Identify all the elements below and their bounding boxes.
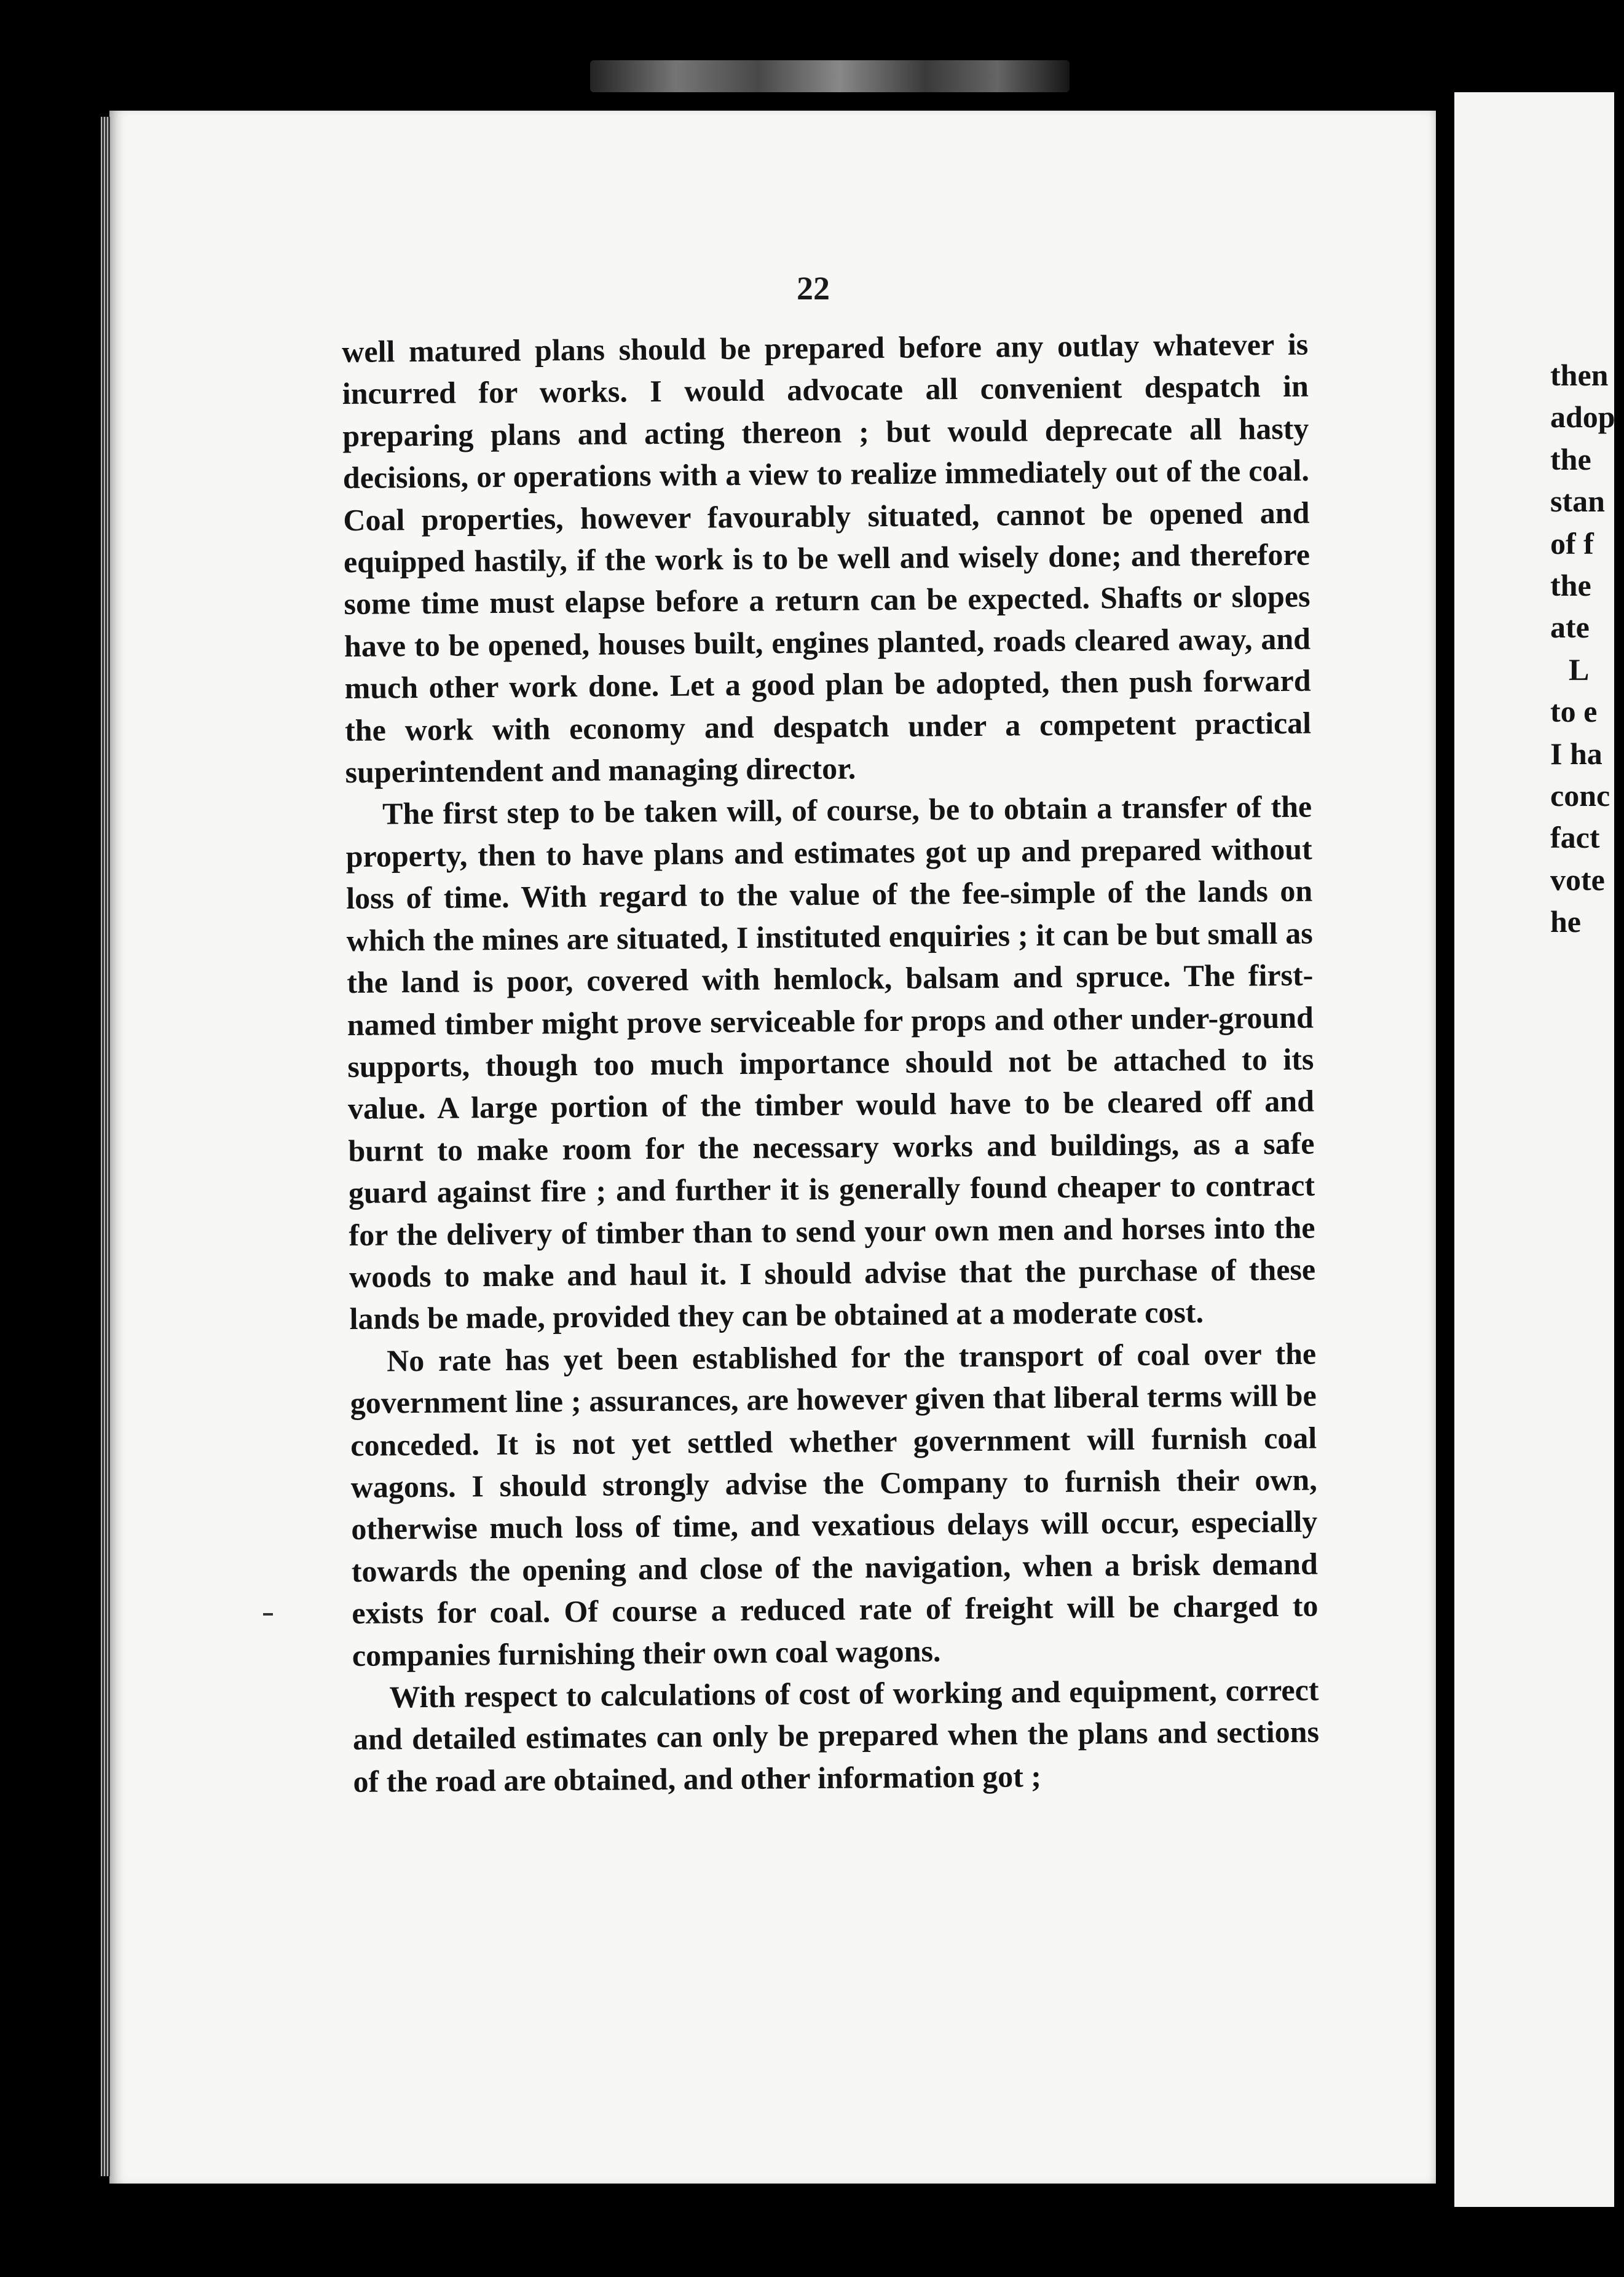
facing-line-3: the bbox=[1550, 441, 1591, 476]
facing-line-7: ate bbox=[1550, 610, 1590, 645]
paragraph-2: The first step to be taken will, of course, be to obtain a transfer of the property, then to have plans and estimates got up and prepared without loss of time. With regard to the value of the fee-simple of the lands on which the mines are situated, I instituted enquiries ; it can be but small as the land is poor, covered with hemlock, balsam and spruce. The first-named timber might prove serviceable for props and other under-ground supports, though too much importance should not be attached to its value. A large portion of the timber would have to be cleared off and burnt to make room for the necessary works and buildings, as a safe guard against fire ; and further it is generally found cheaper to contract for the delivery of timber than to send your own men and horses into the woods to make and haul it. I should advise that the purchase of these lands be made, provided they can be obtained at a moderate cost. bbox=[345, 789, 1316, 1336]
facing-line-11: conc bbox=[1550, 778, 1610, 813]
binding-smudge bbox=[590, 60, 1070, 92]
facing-line-10: I ha bbox=[1550, 736, 1602, 771]
facing-line-12: fact bbox=[1550, 820, 1600, 855]
facing-line-5: of f bbox=[1550, 526, 1594, 561]
facing-line-8: L bbox=[1569, 652, 1590, 687]
paragraph-3: No rate has yet been established for the transport of coal over the government line ; assurances, are however given that liberal terms will be conceded. It is not yet settled whether government will furnish coal wagons. I should strongly advise the Company to furnish their own, otherwise much loss of time, and vexatious delays will occur, especially towards the opening and close of the navigation, when a brisk demand exists for coal. Of course a reduced rate of freight will be charged to companies furnishing their own coal wagons. bbox=[350, 1336, 1319, 1673]
margin-dash bbox=[263, 1613, 273, 1616]
page-number: 22 bbox=[797, 270, 830, 307]
facing-page-text bbox=[1550, 354, 1624, 942]
paragraph-4: With respect to calculations of cost of working and equipment, correct and detailed estimates can only be prepared when the plans and sections of the road are obtained, and other information got ; bbox=[352, 1672, 1320, 1799]
paragraph-1: well matured plans should be prepared before any outlay whatever is incurred for works. I would advocate all convenient despatch in preparing plans and acting thereon ; but would deprecate all hasty decisions, or operations with a view to realize immediately out of the coal. Coal properties, however favourably situated, cannot be opened and equipped hastily, if the work is to be well and wisely done; and therefore some time must elapse before a return can be expected. Shafts or slopes have to be opened, houses built, engines planted, roads cleared away, and much other work done. Let a good plan be adopted, then push forward the work with economy and despatch under a competent practical superintendent and managing director. bbox=[342, 326, 1312, 790]
facing-line-4: stan bbox=[1550, 484, 1605, 519]
facing-line-13: vote bbox=[1550, 862, 1605, 897]
page-body bbox=[342, 323, 1320, 1802]
facing-line-14: he bbox=[1550, 904, 1581, 939]
facing-line-9: to e bbox=[1550, 694, 1598, 729]
facing-line-2: adop bbox=[1550, 400, 1615, 435]
facing-line-6: the bbox=[1550, 567, 1591, 602]
facing-line-1: then bbox=[1550, 358, 1609, 392]
